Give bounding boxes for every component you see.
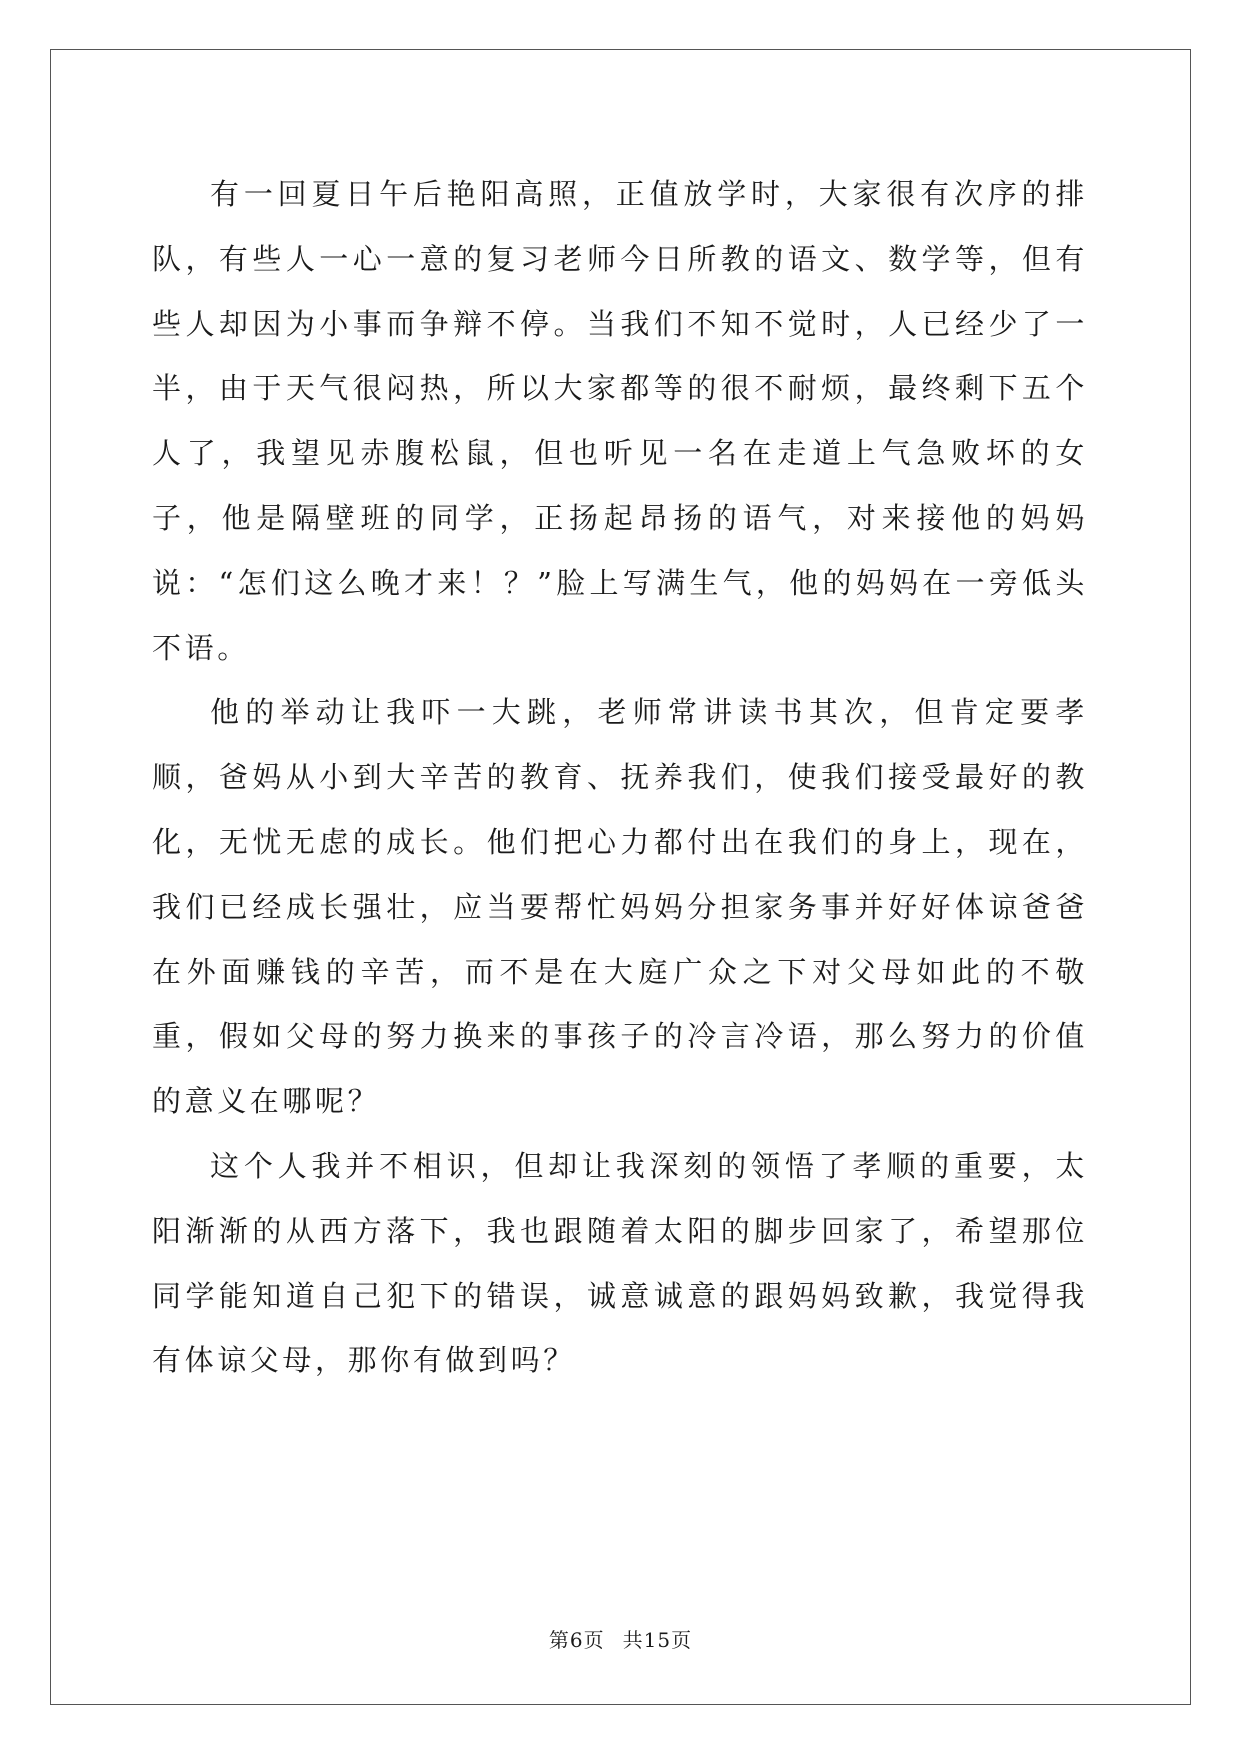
page-footer xyxy=(0,1624,1241,1653)
paragraph-3: 这个人我并不相识，但却让我深刻的领悟了孝顺的重要，太阳渐渐的从西方落下，我也跟随着太阳的脚步回家了，希望那位同学能知道自己犯下的错误，诚意诚意的跟妈妈致歉，我觉得我有体谅父母，那你有做到吗？ xyxy=(152,1148,1088,1378)
paragraph-1: 有一回夏日午后艳阳高照，正值放学时，大家很有次序的排队，有些人一心一意的复习老师今日所教的语文、数学等，但有些人却因为小事而争辩不停。当我们不知不觉时，人已经少了一半，由于天气很闷热，所以大家都等的很不耐烦，最终剩下五个人了，我望见赤腹松鼠，但也听见一名在走道上气急败坏的女子，他是隔壁班的同学，正扬起昂扬的语气，对来接他的妈妈说：“怎们这么晚才来！？”脸上写满生气，他的妈妈在一旁低头不语。 xyxy=(152,177,1088,665)
document-body xyxy=(152,162,1088,1393)
paragraph-2: 他的举动让我吓一大跳，老师常讲读书其次，但肯定要孝顺，爸妈从小到大辛苦的教育、抚养我们，使我们接受最好的教化，无忧无虑的成长。他们把心力都付出在我们的身上，现在，我们已经成长强壮，应当要帮忙妈妈分担家务事并好好体谅爸爸在外面赚钱的辛苦，而不是在大庭广众之下对父母如此的不敬重，假如父母的努力换来的事孩子的冷言冷语，那么努力的价值的意义在哪呢？ xyxy=(152,695,1088,1119)
current-page-number: 第6页 xyxy=(548,1628,605,1652)
total-page-count: 共15页 xyxy=(622,1628,693,1652)
